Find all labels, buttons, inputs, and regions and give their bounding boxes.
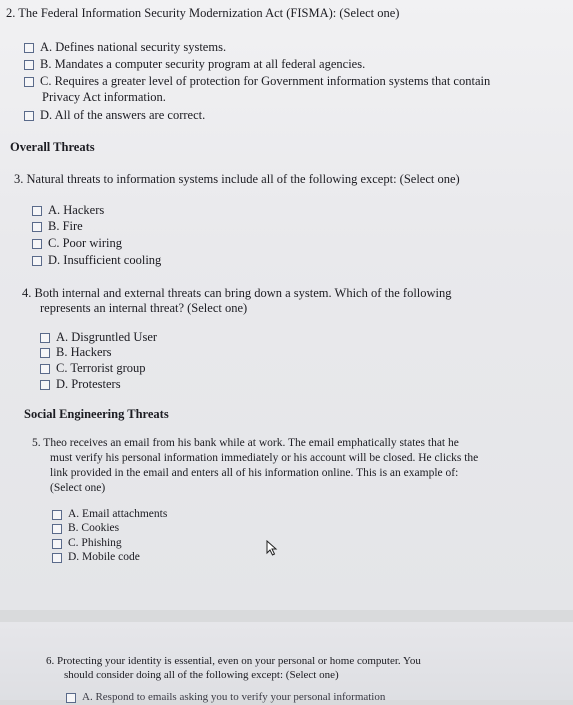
q3-option-c[interactable]: C. Poor wiring (32, 236, 122, 251)
question-6-line-2: should consider doing all of the following except: (Select one) (64, 669, 339, 681)
q4-option-d[interactable]: D. Protesters (40, 377, 121, 392)
checkbox[interactable] (32, 206, 42, 216)
checkbox[interactable] (52, 553, 62, 563)
q3-option-d[interactable]: D. Insufficient cooling (32, 253, 161, 268)
q6-option-a[interactable]: A. Respond to emails asking you to verify your personal information (66, 690, 385, 705)
checkbox[interactable] (24, 43, 34, 53)
checkbox[interactable] (66, 693, 76, 703)
next-page-sheet (0, 622, 573, 703)
checkbox[interactable] (32, 239, 42, 249)
section-heading-social-engineering: Social Engineering Threats (24, 407, 169, 421)
checkbox[interactable] (52, 539, 62, 549)
checkbox[interactable] (24, 60, 34, 70)
question-4-line-1: 4. Both internal and external threats can bring down a system. Which of the following (22, 286, 452, 300)
mouse-pointer-icon (266, 540, 278, 556)
checkbox[interactable] (32, 256, 42, 266)
q5-option-d[interactable]: D. Mobile code (52, 550, 140, 565)
checkbox[interactable] (40, 364, 50, 374)
q2-option-c-continued: Privacy Act information. (42, 90, 166, 104)
question-5-line-3: link provided in the email and enters all of his information online. This is an example of: (50, 467, 459, 479)
question-2: 2. The Federal Information Security Modernization Act (FISMA): (Select one) (6, 6, 400, 20)
checkbox[interactable] (24, 111, 34, 121)
checkbox[interactable] (40, 380, 50, 390)
q4-option-b[interactable]: B. Hackers (40, 345, 112, 360)
checkbox[interactable] (32, 222, 42, 232)
section-heading-overall-threats: Overall Threats (10, 140, 95, 154)
q4-option-a[interactable]: A. Disgruntled User (40, 330, 157, 345)
checkbox[interactable] (40, 333, 50, 343)
question-5-line-2: must verify his personal information immediately or his account will be closed. He clicks the (50, 452, 479, 464)
q2-option-a[interactable]: A. Defines national security systems. (24, 40, 226, 55)
q3-option-a[interactable]: A. Hackers (32, 203, 104, 218)
q2-option-b[interactable]: B. Mandates a computer security program at all federal agencies. (24, 57, 365, 72)
q2-option-c[interactable]: C. Requires a greater level of protection for Government information systems that contain (24, 74, 490, 89)
checkbox[interactable] (52, 524, 62, 534)
question-5-line-1: 5. Theo receives an email from his bank while at work. The email emphatically states that he (32, 437, 459, 449)
q4-option-c[interactable]: C. Terrorist group (40, 361, 146, 376)
question-4-line-2: represents an internal threat? (Select one) (40, 301, 248, 315)
q5-option-b[interactable]: B. Cookies (52, 521, 119, 536)
q5-option-c[interactable]: C. Phishing (52, 536, 122, 551)
q3-option-b[interactable]: B. Fire (32, 219, 83, 234)
question-6-line-1: 6. Protecting your identity is essential, even on your personal or home computer. You (46, 655, 421, 667)
q2-option-d[interactable]: D. All of the answers are correct. (24, 108, 205, 123)
question-3: 3. Natural threats to information systems include all of the following except: (Select one) (14, 172, 460, 186)
question-5-line-4: (Select one) (50, 482, 106, 494)
q5-option-a[interactable]: A. Email attachments (52, 507, 167, 522)
checkbox[interactable] (52, 510, 62, 520)
checkbox[interactable] (40, 348, 50, 358)
checkbox[interactable] (24, 77, 34, 87)
